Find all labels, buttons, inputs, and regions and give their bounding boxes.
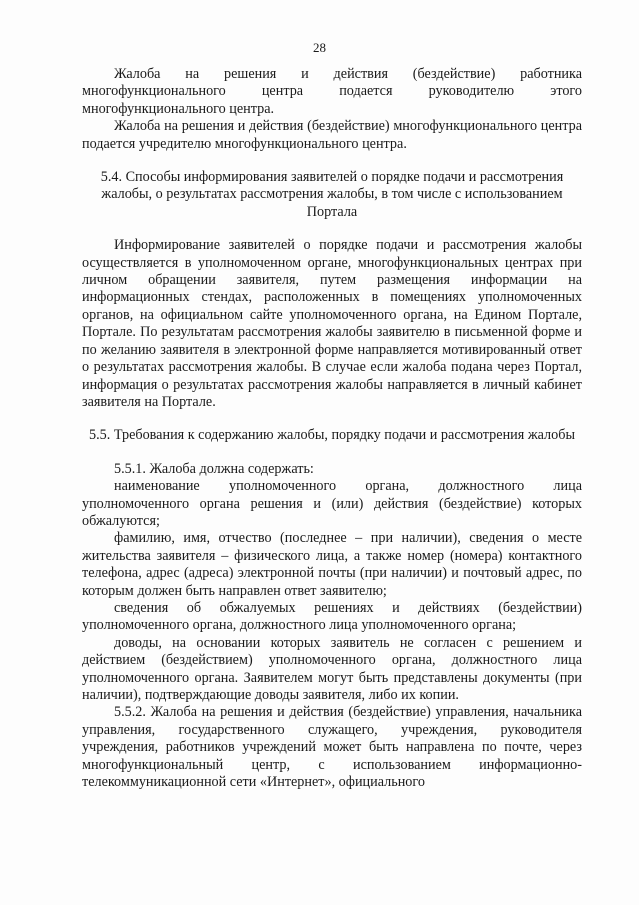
spacer: [82, 153, 582, 169]
spacer: [82, 411, 582, 427]
paragraph: доводы, на основании которых заявитель не согласен с решением и действием (бездействием) уполномоченного органа, должностного лица уполномоченного органа. Заявителем могут быть представлены документы (при наличии), подтверждающие доводы заявителя, либо их копии.: [82, 634, 582, 703]
section-heading-5-4: 5.4. Способы информирования заявителей о порядке подачи и рассмотрения жалобы, о результатах рассмотрения жалобы, в том числе с использованием Портала: [100, 169, 564, 220]
paragraph: Жалоба на решения и действия (бездействие) работника многофункционального центра подается руководителю этого многофункционального центра.: [82, 66, 582, 117]
paragraph: наименование уполномоченного органа, должностного лица уполномоченного органа решения и (или) действия (бездействие) которых обжалуются;: [82, 478, 582, 529]
paragraph: фамилию, имя, отчество (последнее – при наличии), сведения о месте жительства заявителя – физического лица, а также номер (номера) контактного телефона, адрес (адреса) электронной почты (при наличии) и почтовый адрес, по которым должен быть направлен ответ заявителю;: [82, 530, 582, 599]
paragraph: 5.5.1. Жалоба должна содержать:: [114, 460, 314, 477]
paragraph: 5.5.2. Жалоба на решения и действия (бездействие) управления, начальника управления, государственного служащего, учреждения, руководителя учреждения, работников учреждений может быть направлена по почте, через многофункциональный центр, с использованием информационно-телекоммуникационной сети «Интернет», официального: [82, 704, 582, 791]
page-number: 28: [313, 40, 326, 55]
spacer: [82, 221, 582, 237]
section-heading-5-5: 5.5. Требования к содержанию жалобы, порядку подачи и рассмотрения жалобы: [89, 427, 575, 444]
paragraph: Жалоба на решения и действия (бездействие) многофункционального центра подается учредителю многофункционального центра.: [82, 118, 582, 152]
paragraph: сведения об обжалуемых решениях и действиях (бездействии) уполномоченного органа, должностного лица уполномоченного органа;: [82, 599, 582, 634]
spacer: [82, 445, 582, 461]
document-body: [82, 66, 582, 791]
paragraph: Информирование заявителей о порядке подачи и рассмотрения жалобы осуществляется в уполномоченном органе, многофункциональных центрах при личном обращении заявителя, путем размещения информации на информационных стендах, расположенных в помещениях уполномоченных органов, на официальном сайте уполномоченного органа, на Едином Портале, Портале. По результатам рассмотрения жалобы заявителю в письменной форме и по желанию заявителя в электронной форме направляется мотивированный ответ о результатах рассмотрения жалобы. В случае если жалоба подана через Портал, информация о результатах рассмотрения жалобы направляется в личный кабинет заявителя на Портале.: [82, 237, 582, 410]
